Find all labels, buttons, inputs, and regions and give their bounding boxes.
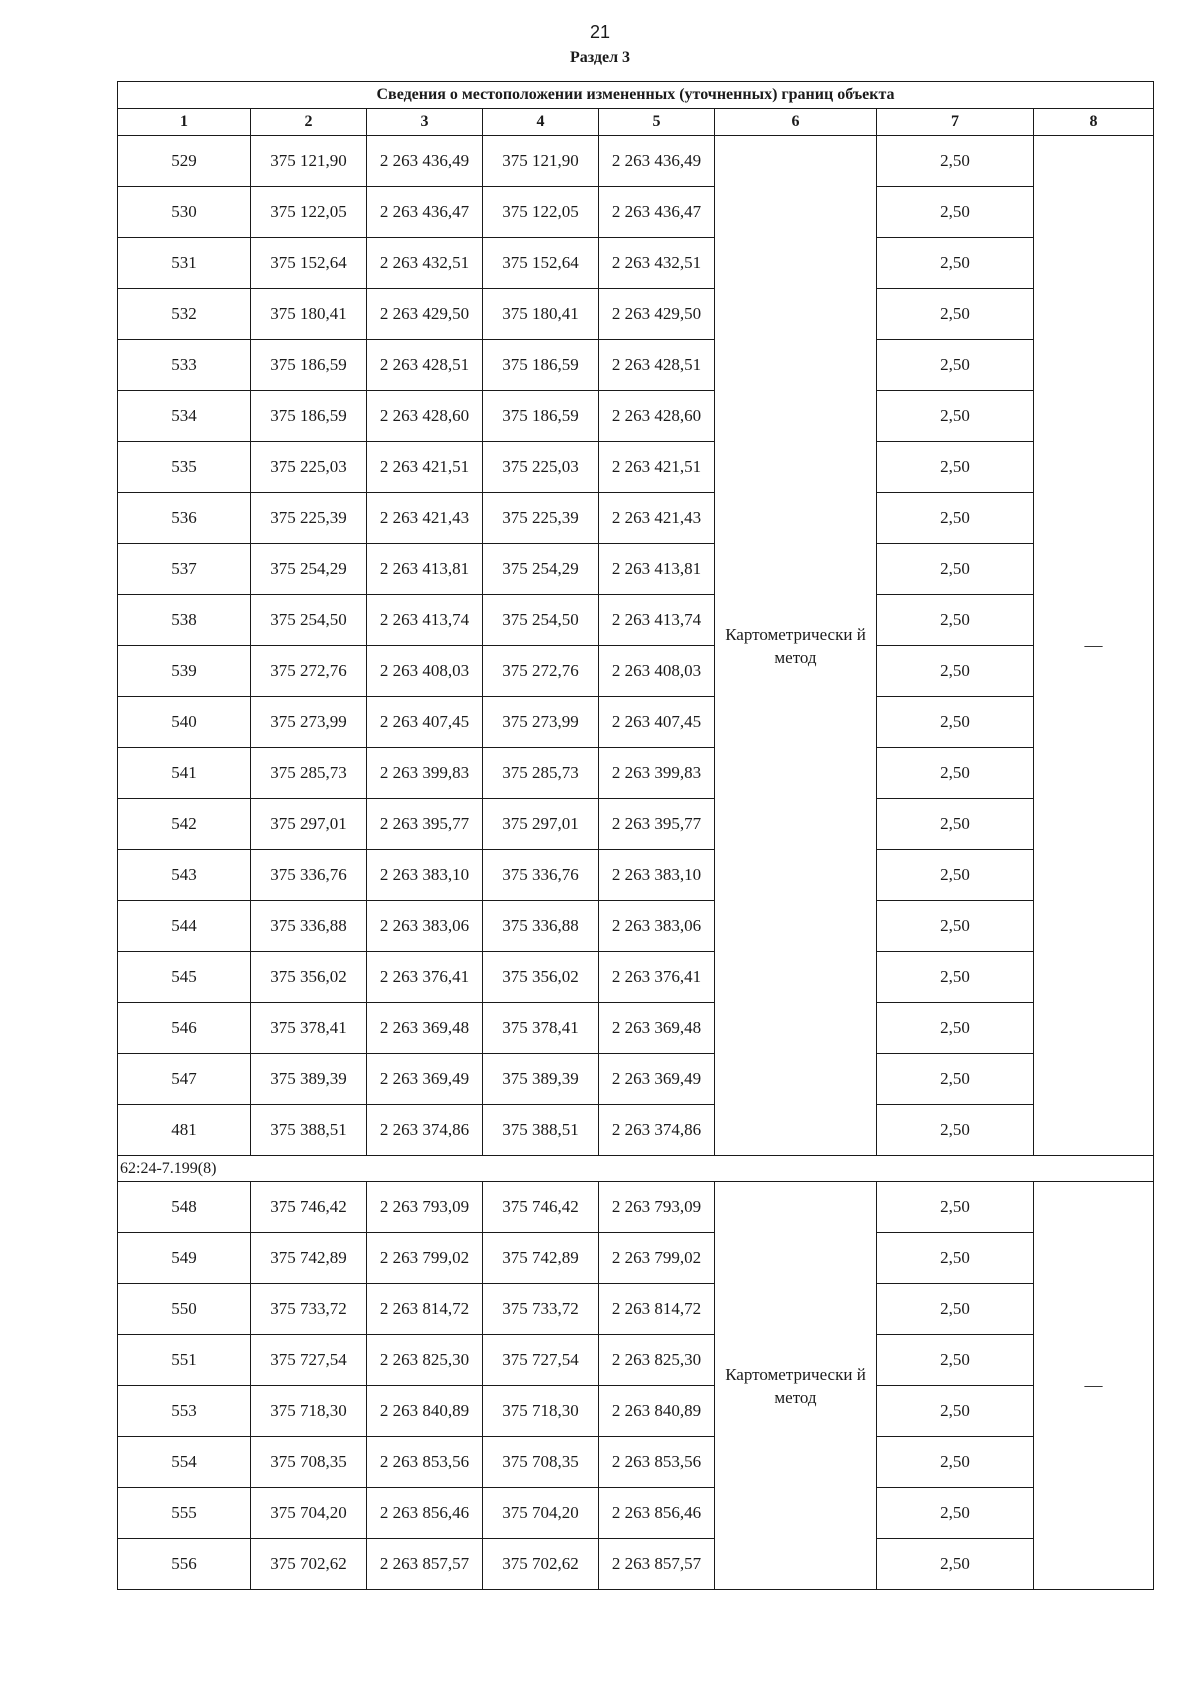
table-row bbox=[118, 1437, 1154, 1488]
table-caption: Сведения о местоположении измененных (уточненных) границ объекта bbox=[118, 82, 1154, 109]
accuracy-cell: 2,50 bbox=[877, 697, 1034, 748]
accuracy-cell: 2,50 bbox=[877, 1284, 1034, 1335]
y-old-cell: 2 263 856,46 bbox=[367, 1488, 483, 1539]
y-new-cell: 2 263 399,83 bbox=[599, 748, 715, 799]
x-new-cell: 375 388,51 bbox=[483, 1105, 599, 1156]
x-old-cell: 375 389,39 bbox=[251, 1054, 367, 1105]
x-old-cell: 375 336,76 bbox=[251, 850, 367, 901]
y-old-cell: 2 263 383,10 bbox=[367, 850, 483, 901]
y-new-cell: 2 263 853,56 bbox=[599, 1437, 715, 1488]
x-old-cell: 375 336,88 bbox=[251, 901, 367, 952]
accuracy-cell: 2,50 bbox=[877, 391, 1034, 442]
x-new-cell: 375 152,64 bbox=[483, 238, 599, 289]
point-number-cell: 543 bbox=[118, 850, 251, 901]
y-old-cell: 2 263 369,48 bbox=[367, 1003, 483, 1054]
x-new-cell: 375 121,90 bbox=[483, 136, 599, 187]
accuracy-cell: 2,50 bbox=[877, 1233, 1034, 1284]
point-number-cell: 534 bbox=[118, 391, 251, 442]
accuracy-cell: 2,50 bbox=[877, 136, 1034, 187]
x-new-cell: 375 378,41 bbox=[483, 1003, 599, 1054]
table-row bbox=[118, 901, 1154, 952]
table-row bbox=[118, 595, 1154, 646]
column-number: 3 bbox=[367, 109, 483, 136]
point-number-cell: 554 bbox=[118, 1437, 251, 1488]
y-old-cell: 2 263 413,74 bbox=[367, 595, 483, 646]
column-number: 8 bbox=[1034, 109, 1154, 136]
accuracy-cell: 2,50 bbox=[877, 595, 1034, 646]
y-new-cell: 2 263 374,86 bbox=[599, 1105, 715, 1156]
x-old-cell: 375 746,42 bbox=[251, 1182, 367, 1233]
y-new-cell: 2 263 428,60 bbox=[599, 391, 715, 442]
x-new-cell: 375 225,03 bbox=[483, 442, 599, 493]
accuracy-cell: 2,50 bbox=[877, 1386, 1034, 1437]
x-old-cell: 375 285,73 bbox=[251, 748, 367, 799]
column-number: 7 bbox=[877, 109, 1034, 136]
accuracy-cell: 2,50 bbox=[877, 748, 1034, 799]
accuracy-cell: 2,50 bbox=[877, 1437, 1034, 1488]
table-row bbox=[118, 391, 1154, 442]
x-old-cell: 375 186,59 bbox=[251, 391, 367, 442]
x-old-cell: 375 186,59 bbox=[251, 340, 367, 391]
x-old-cell: 375 702,62 bbox=[251, 1539, 367, 1590]
column-number-row bbox=[118, 109, 1154, 136]
column-number: 5 bbox=[599, 109, 715, 136]
x-old-cell: 375 272,76 bbox=[251, 646, 367, 697]
point-number-cell: 542 bbox=[118, 799, 251, 850]
y-old-cell: 2 263 399,83 bbox=[367, 748, 483, 799]
point-number-cell: 541 bbox=[118, 748, 251, 799]
table-row bbox=[118, 850, 1154, 901]
accuracy-cell: 2,50 bbox=[877, 850, 1034, 901]
y-old-cell: 2 263 408,03 bbox=[367, 646, 483, 697]
y-old-cell: 2 263 376,41 bbox=[367, 952, 483, 1003]
x-old-cell: 375 727,54 bbox=[251, 1335, 367, 1386]
x-old-cell: 375 152,64 bbox=[251, 238, 367, 289]
x-new-cell: 375 180,41 bbox=[483, 289, 599, 340]
table-row bbox=[118, 493, 1154, 544]
y-new-cell: 2 263 793,09 bbox=[599, 1182, 715, 1233]
table-row bbox=[118, 1284, 1154, 1335]
y-new-cell: 2 263 840,89 bbox=[599, 1386, 715, 1437]
y-old-cell: 2 263 793,09 bbox=[367, 1182, 483, 1233]
point-number-cell: 538 bbox=[118, 595, 251, 646]
table-row bbox=[118, 1054, 1154, 1105]
x-new-cell: 375 727,54 bbox=[483, 1335, 599, 1386]
x-new-cell: 375 225,39 bbox=[483, 493, 599, 544]
y-new-cell: 2 263 421,43 bbox=[599, 493, 715, 544]
x-new-cell: 375 336,76 bbox=[483, 850, 599, 901]
column-number: 6 bbox=[715, 109, 877, 136]
x-old-cell: 375 378,41 bbox=[251, 1003, 367, 1054]
accuracy-cell: 2,50 bbox=[877, 442, 1034, 493]
table-row bbox=[118, 1003, 1154, 1054]
table-row bbox=[118, 544, 1154, 595]
y-old-cell: 2 263 428,51 bbox=[367, 340, 483, 391]
x-new-cell: 375 122,05 bbox=[483, 187, 599, 238]
y-old-cell: 2 263 407,45 bbox=[367, 697, 483, 748]
y-new-cell: 2 263 413,81 bbox=[599, 544, 715, 595]
point-number-cell: 548 bbox=[118, 1182, 251, 1233]
column-8-cell: — bbox=[1034, 136, 1154, 1156]
x-new-cell: 375 708,35 bbox=[483, 1437, 599, 1488]
table-row bbox=[118, 1105, 1154, 1156]
y-old-cell: 2 263 436,47 bbox=[367, 187, 483, 238]
y-new-cell: 2 263 814,72 bbox=[599, 1284, 715, 1335]
accuracy-cell: 2,50 bbox=[877, 544, 1034, 595]
y-old-cell: 2 263 825,30 bbox=[367, 1335, 483, 1386]
y-new-cell: 2 263 428,51 bbox=[599, 340, 715, 391]
x-new-cell: 375 186,59 bbox=[483, 391, 599, 442]
point-number-cell: 540 bbox=[118, 697, 251, 748]
accuracy-cell: 2,50 bbox=[877, 1003, 1034, 1054]
table-row bbox=[118, 289, 1154, 340]
table-row bbox=[118, 646, 1154, 697]
y-old-cell: 2 263 395,77 bbox=[367, 799, 483, 850]
y-new-cell: 2 263 408,03 bbox=[599, 646, 715, 697]
y-old-cell: 2 263 853,56 bbox=[367, 1437, 483, 1488]
y-old-cell: 2 263 428,60 bbox=[367, 391, 483, 442]
x-old-cell: 375 356,02 bbox=[251, 952, 367, 1003]
point-number-cell: 555 bbox=[118, 1488, 251, 1539]
x-old-cell: 375 742,89 bbox=[251, 1233, 367, 1284]
point-number-cell: 556 bbox=[118, 1539, 251, 1590]
page-number: 21 bbox=[589, 22, 611, 42]
accuracy-cell: 2,50 bbox=[877, 1488, 1034, 1539]
point-number-cell: 545 bbox=[118, 952, 251, 1003]
y-old-cell: 2 263 799,02 bbox=[367, 1233, 483, 1284]
group-header-row bbox=[118, 1156, 1154, 1182]
table-row bbox=[118, 136, 1154, 187]
y-old-cell: 2 263 369,49 bbox=[367, 1054, 483, 1105]
accuracy-cell: 2,50 bbox=[877, 901, 1034, 952]
table-row bbox=[118, 187, 1154, 238]
x-old-cell: 375 180,41 bbox=[251, 289, 367, 340]
y-old-cell: 2 263 413,81 bbox=[367, 544, 483, 595]
y-new-cell: 2 263 432,51 bbox=[599, 238, 715, 289]
table-row bbox=[118, 1488, 1154, 1539]
y-old-cell: 2 263 383,06 bbox=[367, 901, 483, 952]
table-row bbox=[118, 1386, 1154, 1437]
accuracy-cell: 2,50 bbox=[877, 238, 1034, 289]
y-new-cell: 2 263 376,41 bbox=[599, 952, 715, 1003]
point-number-cell: 532 bbox=[118, 289, 251, 340]
x-old-cell: 375 708,35 bbox=[251, 1437, 367, 1488]
y-new-cell: 2 263 383,10 bbox=[599, 850, 715, 901]
y-new-cell: 2 263 436,47 bbox=[599, 187, 715, 238]
column-number: 2 bbox=[251, 109, 367, 136]
x-new-cell: 375 718,30 bbox=[483, 1386, 599, 1437]
table-row bbox=[118, 748, 1154, 799]
y-new-cell: 2 263 856,46 bbox=[599, 1488, 715, 1539]
x-new-cell: 375 702,62 bbox=[483, 1539, 599, 1590]
x-new-cell: 375 389,39 bbox=[483, 1054, 599, 1105]
x-new-cell: 375 746,42 bbox=[483, 1182, 599, 1233]
y-old-cell: 2 263 436,49 bbox=[367, 136, 483, 187]
point-number-cell: 553 bbox=[118, 1386, 251, 1437]
accuracy-cell: 2,50 bbox=[877, 187, 1034, 238]
accuracy-cell: 2,50 bbox=[877, 493, 1034, 544]
y-new-cell: 2 263 799,02 bbox=[599, 1233, 715, 1284]
y-new-cell: 2 263 857,57 bbox=[599, 1539, 715, 1590]
y-old-cell: 2 263 421,43 bbox=[367, 493, 483, 544]
x-new-cell: 375 733,72 bbox=[483, 1284, 599, 1335]
accuracy-cell: 2,50 bbox=[877, 799, 1034, 850]
x-old-cell: 375 718,30 bbox=[251, 1386, 367, 1437]
x-old-cell: 375 121,90 bbox=[251, 136, 367, 187]
y-old-cell: 2 263 840,89 bbox=[367, 1386, 483, 1437]
y-new-cell: 2 263 383,06 bbox=[599, 901, 715, 952]
column-number: 1 bbox=[118, 109, 251, 136]
x-new-cell: 375 336,88 bbox=[483, 901, 599, 952]
point-number-cell: 536 bbox=[118, 493, 251, 544]
accuracy-cell: 2,50 bbox=[877, 952, 1034, 1003]
y-new-cell: 2 263 395,77 bbox=[599, 799, 715, 850]
accuracy-cell: 2,50 bbox=[877, 1105, 1034, 1156]
cadastral-group-label: 62:24-7.199(8) bbox=[118, 1156, 1154, 1182]
x-new-cell: 375 285,73 bbox=[483, 748, 599, 799]
table-row bbox=[118, 442, 1154, 493]
x-old-cell: 375 254,29 bbox=[251, 544, 367, 595]
table-row bbox=[118, 1233, 1154, 1284]
y-new-cell: 2 263 407,45 bbox=[599, 697, 715, 748]
point-number-cell: 531 bbox=[118, 238, 251, 289]
x-old-cell: 375 254,50 bbox=[251, 595, 367, 646]
point-number-cell: 535 bbox=[118, 442, 251, 493]
point-number-cell: 530 bbox=[118, 187, 251, 238]
x-new-cell: 375 742,89 bbox=[483, 1233, 599, 1284]
x-old-cell: 375 297,01 bbox=[251, 799, 367, 850]
y-old-cell: 2 263 432,51 bbox=[367, 238, 483, 289]
table-row bbox=[118, 238, 1154, 289]
y-new-cell: 2 263 436,49 bbox=[599, 136, 715, 187]
y-new-cell: 2 263 429,50 bbox=[599, 289, 715, 340]
x-new-cell: 375 186,59 bbox=[483, 340, 599, 391]
accuracy-cell: 2,50 bbox=[877, 289, 1034, 340]
x-old-cell: 375 388,51 bbox=[251, 1105, 367, 1156]
accuracy-cell: 2,50 bbox=[877, 1182, 1034, 1233]
y-old-cell: 2 263 374,86 bbox=[367, 1105, 483, 1156]
method-cell: Картометрически й метод bbox=[715, 136, 877, 1156]
table-row bbox=[118, 1539, 1154, 1590]
table-row bbox=[118, 952, 1154, 1003]
table-caption-row bbox=[118, 82, 1154, 109]
table-row bbox=[118, 340, 1154, 391]
table-row bbox=[118, 697, 1154, 748]
section-title: Раздел 3 bbox=[569, 49, 631, 66]
y-old-cell: 2 263 814,72 bbox=[367, 1284, 483, 1335]
x-old-cell: 375 704,20 bbox=[251, 1488, 367, 1539]
x-old-cell: 375 122,05 bbox=[251, 187, 367, 238]
accuracy-cell: 2,50 bbox=[877, 646, 1034, 697]
point-number-cell: 544 bbox=[118, 901, 251, 952]
x-new-cell: 375 254,50 bbox=[483, 595, 599, 646]
point-number-cell: 551 bbox=[118, 1335, 251, 1386]
x-old-cell: 375 225,39 bbox=[251, 493, 367, 544]
accuracy-cell: 2,50 bbox=[877, 1054, 1034, 1105]
y-old-cell: 2 263 421,51 bbox=[367, 442, 483, 493]
point-number-cell: 533 bbox=[118, 340, 251, 391]
y-old-cell: 2 263 857,57 bbox=[367, 1539, 483, 1590]
method-cell: Картометрически й метод bbox=[715, 1182, 877, 1590]
y-new-cell: 2 263 421,51 bbox=[599, 442, 715, 493]
x-new-cell: 375 273,99 bbox=[483, 697, 599, 748]
accuracy-cell: 2,50 bbox=[877, 1335, 1034, 1386]
x-new-cell: 375 704,20 bbox=[483, 1488, 599, 1539]
point-number-cell: 546 bbox=[118, 1003, 251, 1054]
y-old-cell: 2 263 429,50 bbox=[367, 289, 483, 340]
x-new-cell: 375 297,01 bbox=[483, 799, 599, 850]
x-old-cell: 375 273,99 bbox=[251, 697, 367, 748]
accuracy-cell: 2,50 bbox=[877, 340, 1034, 391]
point-number-cell: 537 bbox=[118, 544, 251, 595]
coordinates-table bbox=[117, 81, 1154, 1590]
y-new-cell: 2 263 369,48 bbox=[599, 1003, 715, 1054]
point-number-cell: 529 bbox=[118, 136, 251, 187]
y-new-cell: 2 263 413,74 bbox=[599, 595, 715, 646]
point-number-cell: 550 bbox=[118, 1284, 251, 1335]
column-8-cell: — bbox=[1034, 1182, 1154, 1590]
point-number-cell: 481 bbox=[118, 1105, 251, 1156]
x-old-cell: 375 225,03 bbox=[251, 442, 367, 493]
point-number-cell: 549 bbox=[118, 1233, 251, 1284]
y-new-cell: 2 263 825,30 bbox=[599, 1335, 715, 1386]
column-number: 4 bbox=[483, 109, 599, 136]
x-old-cell: 375 733,72 bbox=[251, 1284, 367, 1335]
x-new-cell: 375 356,02 bbox=[483, 952, 599, 1003]
table-row bbox=[118, 799, 1154, 850]
x-new-cell: 375 254,29 bbox=[483, 544, 599, 595]
table-row bbox=[118, 1182, 1154, 1233]
x-new-cell: 375 272,76 bbox=[483, 646, 599, 697]
y-new-cell: 2 263 369,49 bbox=[599, 1054, 715, 1105]
table-row bbox=[118, 1335, 1154, 1386]
point-number-cell: 547 bbox=[118, 1054, 251, 1105]
point-number-cell: 539 bbox=[118, 646, 251, 697]
accuracy-cell: 2,50 bbox=[877, 1539, 1034, 1590]
